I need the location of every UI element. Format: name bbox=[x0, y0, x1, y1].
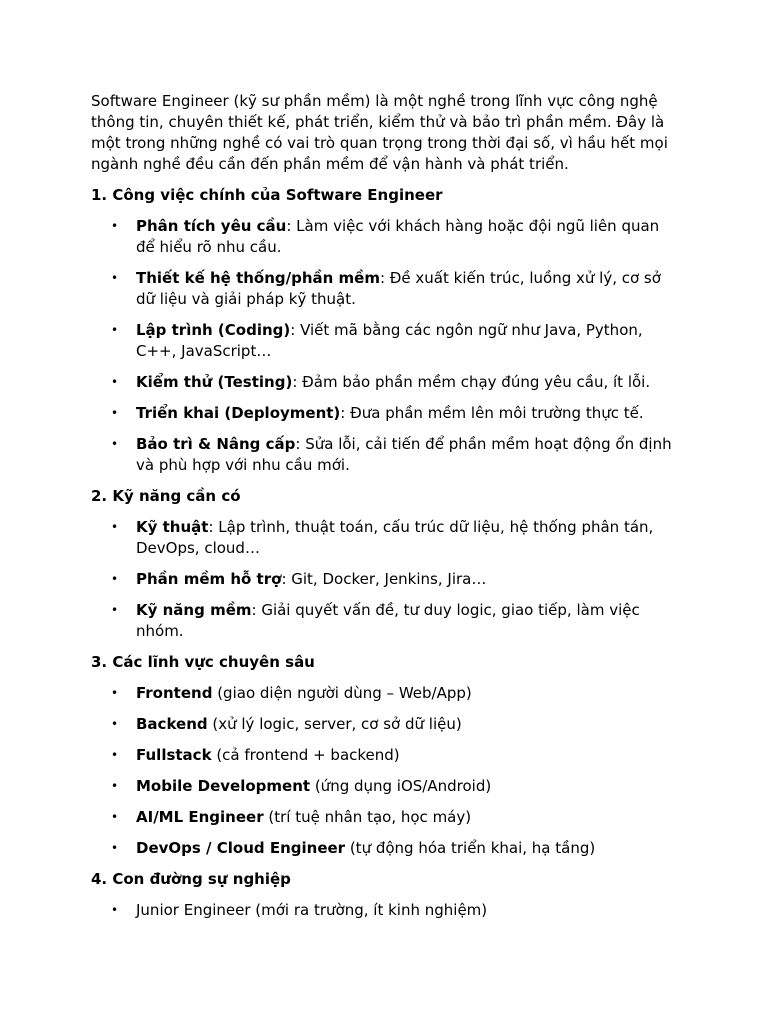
list-item bbox=[91, 600, 681, 642]
list-item bbox=[91, 517, 681, 559]
list-item bbox=[91, 216, 681, 258]
bullet-list bbox=[91, 517, 681, 642]
section-heading: 4. Con đường sự nghiệp bbox=[91, 870, 291, 888]
intro-paragraph: Software Engineer (kỹ sư phần mềm) là một nghề trong lĩnh vực công nghệ thông tin, chuyên thiết kế, phát triển, kiểm thử và bảo trì phần mềm. Đây là một trong những nghề có vai trò quan trọng trong thời đại số, vì hầu hết mọi ngành nghề đều cần đến phần mềm để vận hành và phát triển. bbox=[91, 92, 668, 173]
bullet-list bbox=[91, 900, 681, 921]
item-term: Phần mềm hỗ trợ bbox=[136, 570, 282, 588]
section-heading: 2. Kỹ năng cần có bbox=[91, 487, 241, 505]
bullet-icon: • bbox=[111, 903, 119, 917]
item-term: Lập trình (Coding) bbox=[136, 321, 291, 339]
document-body bbox=[91, 91, 681, 931]
item-term: Frontend bbox=[136, 684, 213, 702]
item-term: Backend bbox=[136, 715, 208, 733]
item-text: (cả frontend + backend) bbox=[211, 746, 400, 764]
item-text: : Giải quyết vấn đề, tư duy logic, giao tiếp, làm việc nhóm. bbox=[136, 601, 640, 640]
item-text: : Viết mã bằng các ngôn ngữ như Java, Python, C++, JavaScript… bbox=[136, 321, 643, 360]
list-item bbox=[91, 683, 681, 704]
section bbox=[91, 185, 681, 476]
item-term: Kỹ năng mềm bbox=[136, 601, 252, 619]
section bbox=[91, 486, 681, 642]
item-text: (tự động hóa triển khai, hạ tầng) bbox=[345, 839, 596, 857]
bullet-icon: • bbox=[111, 271, 119, 285]
bullet-icon: • bbox=[111, 779, 119, 793]
item-text: : Đảm bảo phần mềm chạy đúng yêu cầu, ít lỗi. bbox=[292, 373, 651, 391]
item-text: (ứng dụng iOS/Android) bbox=[310, 777, 492, 795]
item-term: Fullstack bbox=[136, 746, 212, 764]
bullet-list bbox=[91, 683, 681, 859]
item-text: (xử lý logic, server, cơ sở dữ liệu) bbox=[207, 715, 462, 733]
bullet-icon: • bbox=[111, 323, 119, 337]
item-text: : Đưa phần mềm lên môi trường thực tế. bbox=[340, 404, 644, 422]
list-item bbox=[91, 900, 681, 921]
list-item bbox=[91, 434, 681, 476]
bullet-icon: • bbox=[111, 406, 119, 420]
item-text: (giao diện người dùng – Web/App) bbox=[212, 684, 472, 702]
bullet-icon: • bbox=[111, 219, 119, 233]
list-item bbox=[91, 714, 681, 735]
item-term: Kiểm thử (Testing) bbox=[136, 373, 293, 391]
item-term: Thiết kế hệ thống/phần mềm bbox=[136, 269, 380, 287]
item-text: : Git, Docker, Jenkins, Jira… bbox=[281, 570, 487, 588]
bullet-icon: • bbox=[111, 603, 119, 617]
bullet-icon: • bbox=[111, 686, 119, 700]
item-text: (trí tuệ nhân tạo, học máy) bbox=[263, 808, 472, 826]
section bbox=[91, 869, 681, 921]
list-item bbox=[91, 569, 681, 590]
bullet-icon: • bbox=[111, 572, 119, 586]
bullet-icon: • bbox=[111, 810, 119, 824]
item-term: DevOps / Cloud Engineer bbox=[136, 839, 346, 857]
list-item bbox=[91, 268, 681, 310]
item-text: Junior Engineer (mới ra trường, ít kinh nghiệm) bbox=[136, 901, 488, 919]
item-term: Bảo trì & Nâng cấp bbox=[136, 435, 296, 453]
bullet-icon: • bbox=[111, 841, 119, 855]
item-term: Kỹ thuật bbox=[136, 518, 209, 536]
item-text: : Đề xuất kiến trúc, luồng xử lý, cơ sở dữ liệu và giải pháp kỹ thuật. bbox=[136, 269, 661, 308]
item-term: Mobile Development bbox=[136, 777, 311, 795]
item-text: : Sửa lỗi, cải tiến để phần mềm hoạt động ổn định và phù hợp với nhu cầu mới. bbox=[136, 435, 672, 474]
item-term: AI/ML Engineer bbox=[136, 808, 264, 826]
section-heading: 1. Công việc chính của Software Engineer bbox=[91, 186, 443, 204]
bullet-icon: • bbox=[111, 375, 119, 389]
item-text: : Lập trình, thuật toán, cấu trúc dữ liệu, hệ thống phân tán, DevOps, cloud… bbox=[136, 518, 654, 557]
item-term: Phân tích yêu cầu bbox=[136, 217, 287, 235]
bullet-icon: • bbox=[111, 717, 119, 731]
list-item bbox=[91, 807, 681, 828]
list-item bbox=[91, 838, 681, 859]
item-text: : Làm việc với khách hàng hoặc đội ngũ liên quan để hiểu rõ nhu cầu. bbox=[136, 217, 660, 256]
bullet-icon: • bbox=[111, 748, 119, 762]
list-item bbox=[91, 372, 681, 393]
section bbox=[91, 652, 681, 859]
list-item bbox=[91, 403, 681, 424]
section-heading: 3. Các lĩnh vực chuyên sâu bbox=[91, 653, 315, 671]
bullet-icon: • bbox=[111, 520, 119, 534]
list-item bbox=[91, 745, 681, 766]
list-item bbox=[91, 320, 681, 362]
item-term: Triển khai (Deployment) bbox=[136, 404, 341, 422]
bullet-list bbox=[91, 216, 681, 476]
bullet-icon: • bbox=[111, 437, 119, 451]
list-item bbox=[91, 776, 681, 797]
